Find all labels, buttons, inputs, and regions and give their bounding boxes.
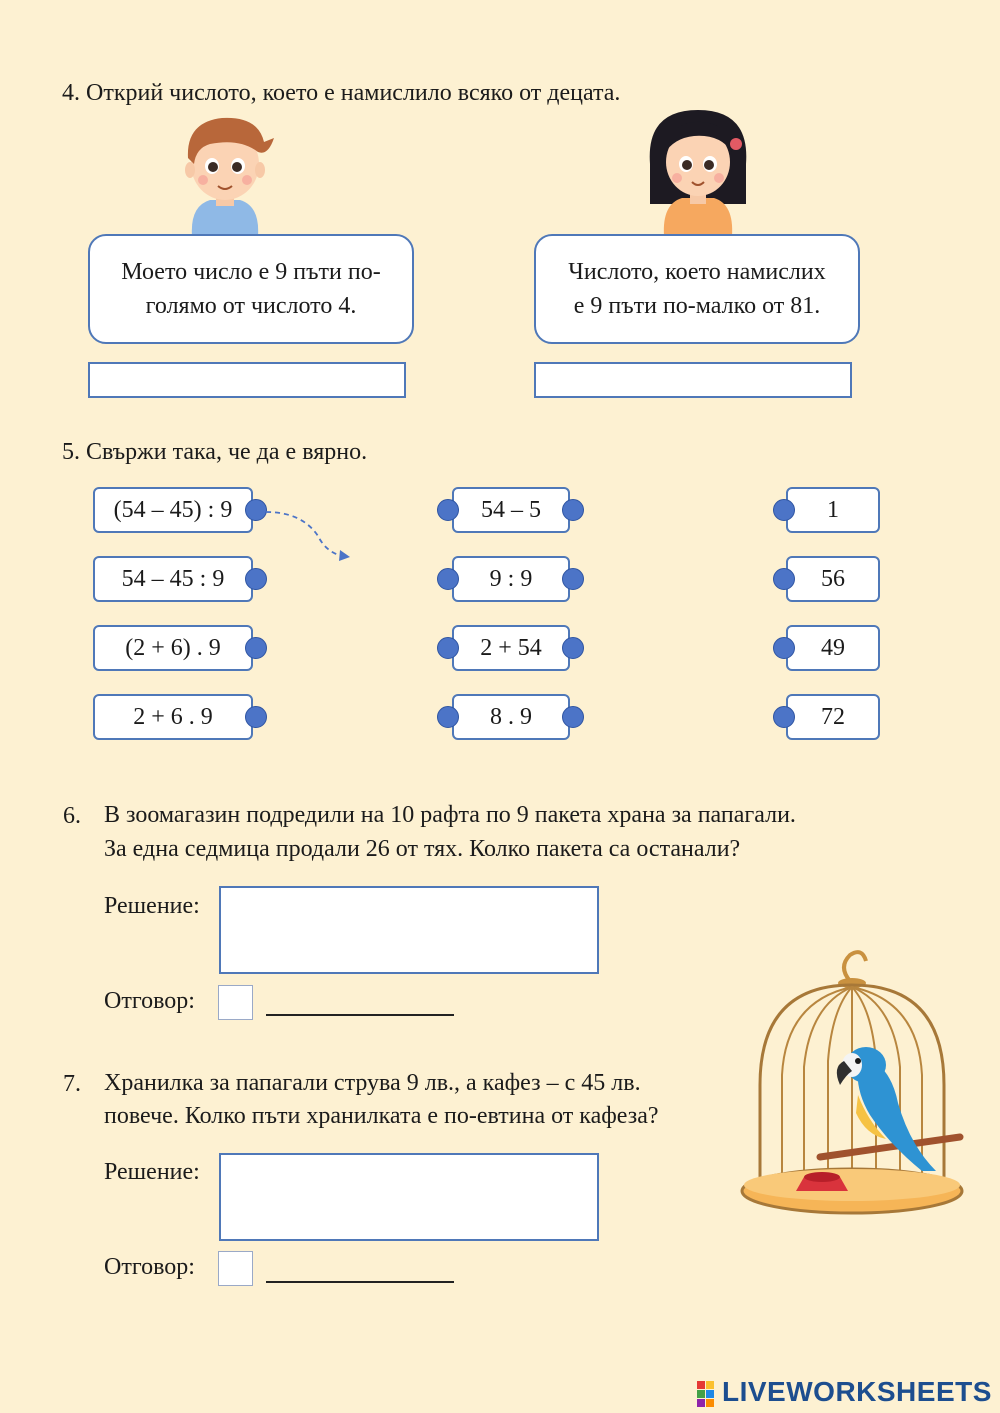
result-dot-4[interactable] (773, 706, 795, 728)
task7-number: 7. (63, 1071, 81, 1097)
middle-left-dot-1[interactable] (437, 499, 459, 521)
task6-answer-line[interactable] (266, 1012, 454, 1016)
middle-expression-1: 54 – 5 (452, 487, 570, 533)
parrot-cage-illustration (740, 945, 980, 1225)
left-expression-2: 54 – 45 : 9 (93, 556, 253, 602)
liveworksheets-logo-icon (697, 1381, 723, 1407)
result-dot-2[interactable] (773, 568, 795, 590)
girl-speech-bubble (534, 234, 860, 344)
result-4: 72 (786, 694, 880, 740)
task7-solution-input[interactable] (219, 1153, 599, 1241)
task7-answer-number-input[interactable] (218, 1251, 253, 1286)
liveworksheets-brand[interactable]: LIVEWORKSHEETS (722, 1376, 992, 1407)
task7-answer-label: Отговор: (104, 1254, 195, 1280)
middle-right-dot-1[interactable] (562, 499, 584, 521)
left-expression-4: 2 + 6 . 9 (93, 694, 253, 740)
result-dot-3[interactable] (773, 637, 795, 659)
girl-bubble-line2: е 9 пъти по-малко от 81. (573, 293, 821, 319)
middle-left-dot-3[interactable] (437, 637, 459, 659)
task6-answer-number-input[interactable] (218, 985, 253, 1020)
result-2: 56 (786, 556, 880, 602)
left-expression-1: (54 – 45) : 9 (93, 487, 253, 533)
middle-expression-3: 2 + 54 (452, 625, 570, 671)
task6-solution-label: Решение: (104, 893, 200, 919)
task6-number: 6. (63, 803, 81, 829)
boy-answer-input[interactable] (88, 362, 406, 398)
left-connector-dot-3[interactable] (245, 637, 267, 659)
task7-answer-line[interactable] (266, 1279, 454, 1283)
middle-expression-2: 9 : 9 (452, 556, 570, 602)
boy-illustration (170, 108, 280, 236)
boy-speech-bubble (88, 234, 414, 344)
task7-solution-label: Решение: (104, 1159, 200, 1185)
middle-right-dot-4[interactable] (562, 706, 584, 728)
boy-bubble-line2: голямо от числото 4. (145, 293, 357, 319)
girl-bubble-line1: Числото, което намислих (568, 259, 826, 285)
left-expression-3: (2 + 6) . 9 (93, 625, 253, 671)
middle-right-dot-2[interactable] (562, 568, 584, 590)
example-arrow (262, 500, 362, 566)
middle-right-dot-3[interactable] (562, 637, 584, 659)
middle-left-dot-4[interactable] (437, 706, 459, 728)
task7-line1: Хранилка за папагали струва 9 лв., а кафез – с 45 лв. (104, 1070, 641, 1096)
task6-solution-input[interactable] (219, 886, 599, 974)
task6-line2: За една седмица продали 26 от тях. Колко пакета са останали? (104, 836, 741, 862)
task4-title: 4. Открий числото, което е намислило всяко от децата. (62, 80, 621, 106)
result-1: 1 (786, 487, 880, 533)
result-3: 49 (786, 625, 880, 671)
task5-title: 5. Свържи така, че да е вярно. (62, 439, 368, 465)
girl-answer-input[interactable] (534, 362, 852, 398)
left-connector-dot-2[interactable] (245, 568, 267, 590)
task7-line2: повече. Колко пъти хранилката е по-евтина от кафеза? (104, 1103, 659, 1129)
task6-line1: В зоомагазин подредили на 10 рафта по 9 пакета храна за папагали. (104, 802, 796, 828)
middle-expression-4: 8 . 9 (452, 694, 570, 740)
girl-illustration (640, 104, 756, 236)
task6-answer-label: Отговор: (104, 988, 195, 1014)
boy-bubble-line1: Моето число е 9 пъти по- (121, 259, 381, 285)
middle-left-dot-2[interactable] (437, 568, 459, 590)
left-connector-dot-4[interactable] (245, 706, 267, 728)
result-dot-1[interactable] (773, 499, 795, 521)
